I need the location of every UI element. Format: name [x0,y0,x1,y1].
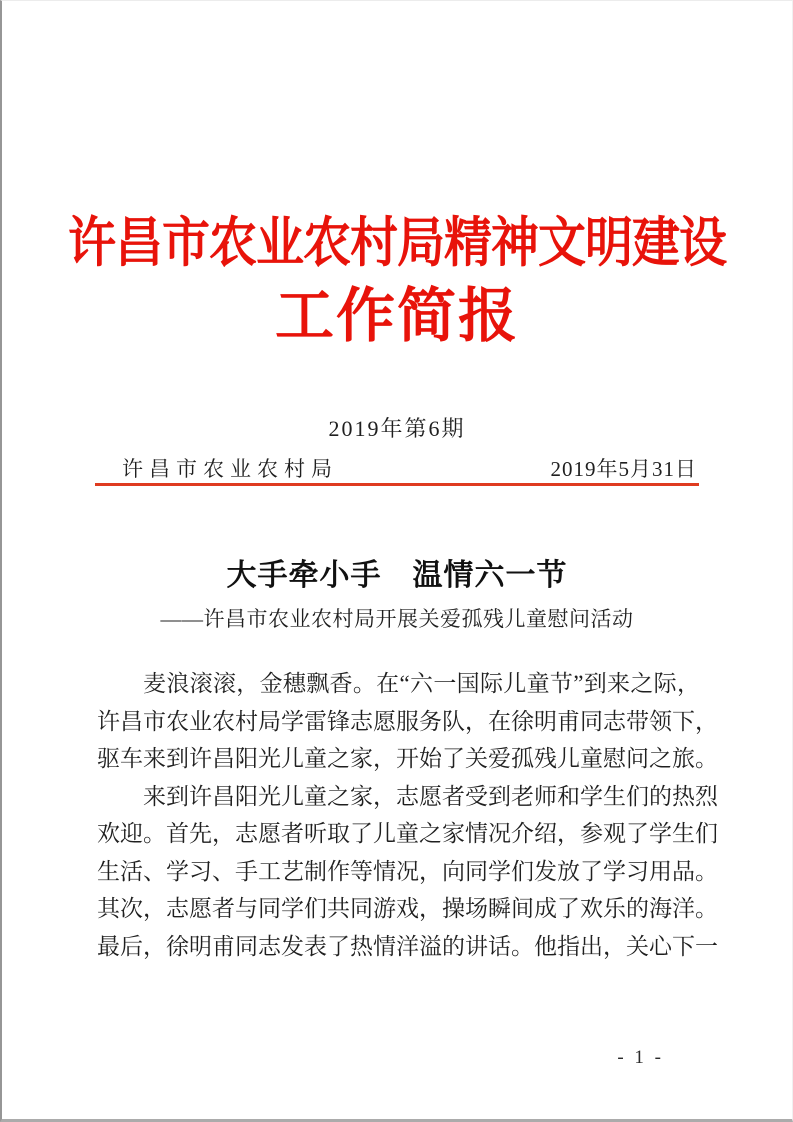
body-line: 其次，志愿者与同学们共同游戏，操场瞬间成了欢乐的海洋。 [97,896,718,921]
masthead-divider-rule [95,483,699,486]
publication-date: 2019年5月31日 [550,457,697,481]
issue-number: 2019年第6期 [328,416,466,441]
publisher-name: 许昌市农业农村局 [122,457,338,481]
article-subtitle: ——许昌市农业农村局开展关爱孤残儿童慰问活动 [160,607,634,631]
masthead-title-line2: 工作简报 [274,283,519,349]
body-line: 许昌市农业农村局学雷锋志愿服务队，在徐明甫同志带领下， [97,708,718,734]
article-title: 大手牵小手 温情六一节 [226,559,568,592]
body-line: 麦浪滚滚，金穗飘香。在“六一国际儿童节”到来之际， [143,671,700,696]
publication-info-row [97,453,697,483]
body-line: 来到许昌阳光儿童之家，志愿者受到老师和学生们的热烈 [143,783,718,809]
body-line: 生活、学习、手工艺制作等情况，向同学们发放了学习用品。 [97,858,718,884]
masthead-title-line1: 许昌市农业农村局精神文明建设 [67,214,726,274]
body-line: 欢迎。首先，志愿者听取了儿童之家情况介绍，参观了学生们 [97,821,718,846]
page-number: - 1 - [617,1047,664,1068]
body-line: 驱车来到许昌阳光儿童之家，开始了关爱孤残儿童慰问之旅。 [97,746,718,771]
article-body [97,665,718,965]
masthead [2,204,792,356]
body-line: 最后，徐明甫同志发表了热情洋溢的讲话。他指出，关心下一 [97,933,718,959]
